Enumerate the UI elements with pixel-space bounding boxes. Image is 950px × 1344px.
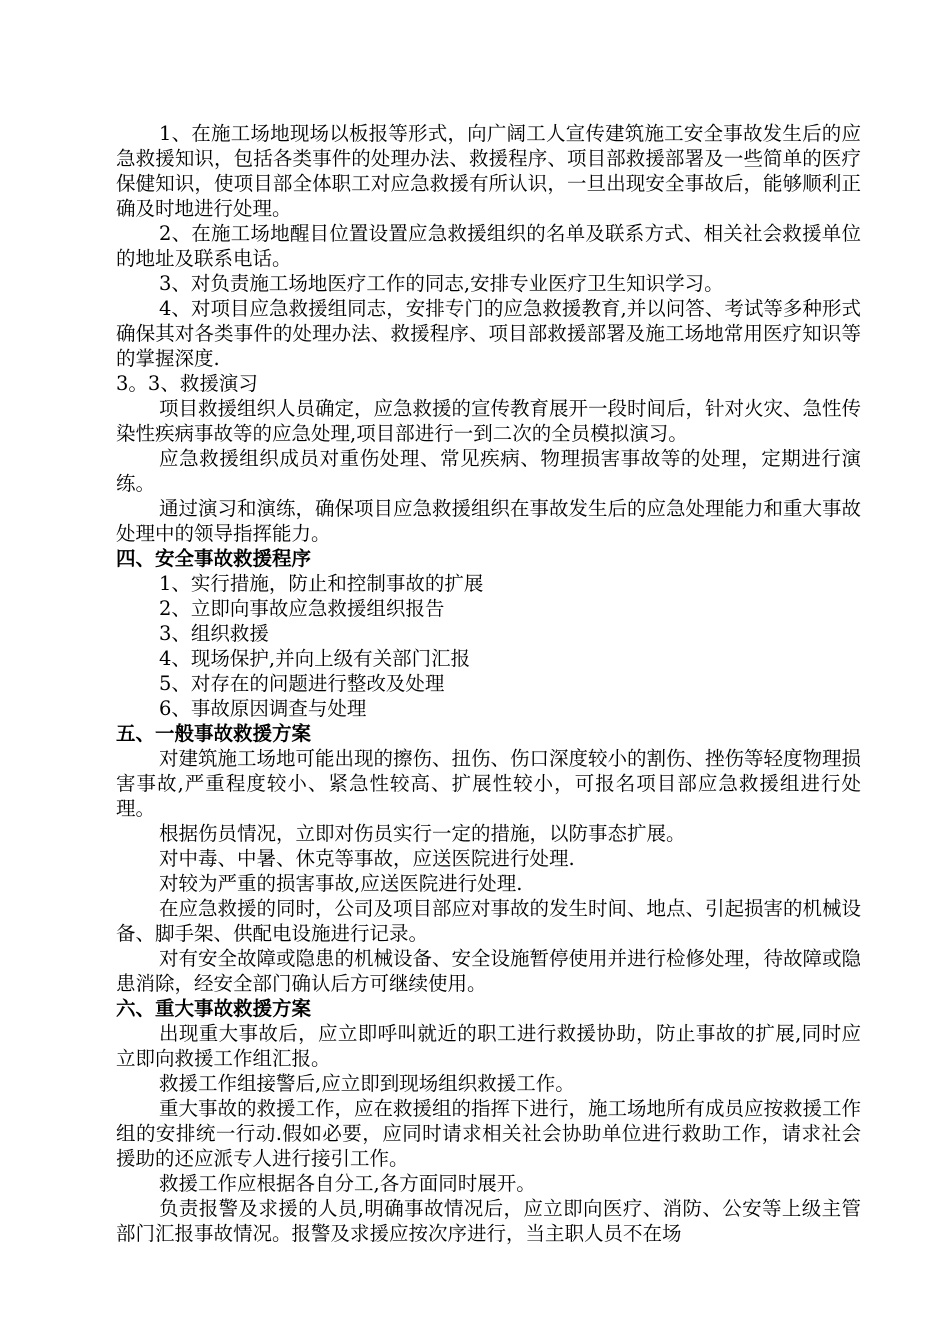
paragraph-18: 负责报警及求援的人员,明确事故情况后，应立即向医疗、消防、公安等上级主管部门汇报事故情况。报警及求援应按次序进行，当主职人员不在场 xyxy=(116,1197,861,1245)
paragraph-4: 4、对项目应急救援组同志，安排专门的应急救援教育,并以问答、考试等多种形式确保其对各类事件的处理办法、救援程序、项目部救援部署及施工场地常用医疗知识等的掌握深度. xyxy=(116,297,861,370)
paragraph-7: 通过演习和演练，确保项目应急救援组织在事故发生后的应急处理能力和重大事故处理中的领导指挥能力。 xyxy=(116,497,862,545)
paragraph-16: 重大事故的救援工作，应在救援组的指挥下进行，施工场地所有成员应按救援工作组的安排统一行动.假如必要，应同时请求相关社会协助单位进行救助工作，请求社会援助的还应派专人进行接引工作。 xyxy=(116,1097,862,1170)
paragraph-15: 救援工作组接警后,应立即到现场组织救援工作。 xyxy=(159,1072,575,1095)
section-heading-6: 六、重大事故救援方案 xyxy=(116,997,312,1020)
subsection-heading: 3。3、救援演习 xyxy=(116,372,258,395)
paragraph-8: 对建筑施工场地可能出现的擦伤、扭伤、伤口深度较小的割伤、挫伤等轻度物理损害事故,严重程度较小、紧急性较高、扩展性较小，可报名项目部应急救援组进行处理。 xyxy=(116,747,862,820)
paragraph-6: 应急救援组织成员对重伤处理、常见疾病、物理损害事故等的处理，定期进行演练。 xyxy=(116,447,861,495)
paragraph-13: 对有安全故障或隐患的机械设备、安全设施暂停使用并进行检修处理，待故障或隐患消除，经安全部门确认后方可继续使用。 xyxy=(116,947,862,995)
procedure-step-4: 4、现场保护,并向上级有关部门汇报 xyxy=(159,647,471,670)
paragraph-5: 项目救援组织人员确定，应急救援的宣传教育展开一段时间后，针对火灾、急性传染性疾病事故等的应急处理,项目部进行一到二次的全员模拟演习。 xyxy=(116,397,862,445)
paragraph-9: 根据伤员情况，立即对伤员实行一定的措施，以防事态扩展。 xyxy=(159,822,686,845)
paragraph-3: 3、对负责施工场地医疗工作的同志,安排专业医疗卫生知识学习。 xyxy=(159,272,724,295)
procedure-step-6: 6、事故原因调查与处理 xyxy=(159,697,367,720)
procedure-step-1: 1、实行措施，防止和控制事故的扩展 xyxy=(159,572,484,595)
procedure-step-2: 2、立即向事故应急救援组织报告 xyxy=(159,597,445,620)
document-page xyxy=(116,121,861,1246)
paragraph-17: 救援工作应根据各自分工,各方面同时展开。 xyxy=(159,1172,536,1195)
procedure-step-3: 3、组织救援 xyxy=(159,622,269,645)
paragraph-1: 1、在施工场地现场以板报等形式，向广阔工人宣传建筑施工安全事故发生后的应急救援知识，包括各类事件的处理办法、救援程序、项目部救援部署及一些简单的医疗保健知识，使项目部全体职工对应急救援有所认识，一旦出现安全事故后，能够顺利正确及时地进行处理。 xyxy=(116,122,861,220)
paragraph-14: 出现重大事故后，应立即呼叫就近的职工进行救援协助，防止事故的扩展,同时应立即向救援工作组汇报。 xyxy=(116,1022,861,1070)
procedure-step-5: 5、对存在的问题进行整改及处理 xyxy=(159,672,445,695)
section-heading-5: 五、一般事故救援方案 xyxy=(116,722,312,745)
section-heading-4: 四、安全事故救援程序 xyxy=(116,547,312,570)
paragraph-12: 在应急救援的同时，公司及项目部应对事故的发生时间、地点、引起损害的机械设备、脚手架、供配电设施进行记录。 xyxy=(116,897,862,945)
paragraph-11: 对较为严重的损害事故,应送医院进行处理. xyxy=(159,872,523,895)
paragraph-2: 2、在施工场地醒目位置设置应急救援组织的名单及联系方式、相关社会救援单位的地址及联系电话。 xyxy=(116,222,861,270)
paragraph-10: 对中毒、中暑、休克等事故，应送医院进行处理. xyxy=(159,847,575,870)
